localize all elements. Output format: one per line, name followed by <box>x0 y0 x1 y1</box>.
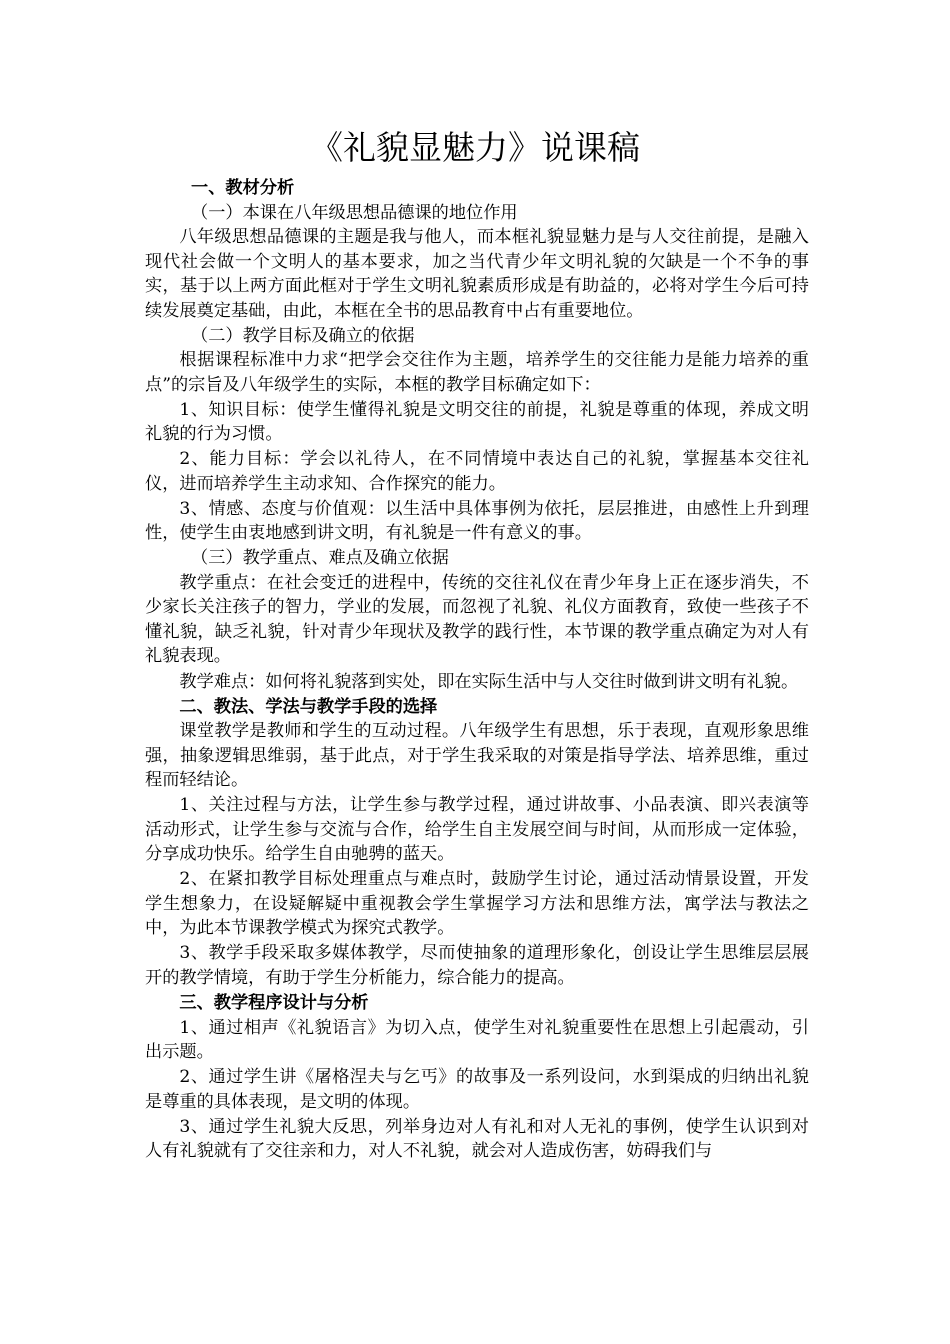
page-title: 《礼貌显魅力》说课稿 <box>310 128 640 167</box>
paragraph: 1、关注过程与方法，让学生参与教学过程，通过讲故事、小品表演、即兴表演等活动形式，让学生参与交流与合作，给学生自主发展空间与时间，从而形成一定体验，分享成功快乐。给学生自由驰骋的蓝天。 <box>145 795 809 865</box>
section-heading-3: 三、教学程序设计与分析 <box>179 993 369 1014</box>
paragraph: 3、情感、态度与价值观：以生活中具体事例为依托，层层推进，由感性上升到理性，使学生由衷地感到讲文明，有礼貌是一件有意义的事。 <box>145 498 809 544</box>
paragraph: 课堂教学是教师和学生的互动过程。八年级学生有思想，乐于表现，直观形象思维强，抽象逻辑思维弱，基于此点，对于学生我采取的对策是指导学法、培养思维，重过程而轻结论。 <box>145 721 809 791</box>
paragraph: 1、知识目标：使学生懂得礼貌是文明交往的前提，礼貌是尊重的体现，养成文明礼貌的行为习惯。 <box>145 399 809 445</box>
paragraph: 3、教学手段采取多媒体教学，尽而使抽象的道理形象化，创设让学生思维层层展开的教学情境，有助于学生分析能力，综合能力的提高。 <box>145 943 809 988</box>
paragraph: 八年级思想品德课的主题是我与他人，而本框礼貌显魅力是与人交往前提，是融入现代社会做一个文明人的基本要求，加之当代青少年文明礼貌的欠缺是一个不争的事实，基于以上两方面此框对于学生文明礼貌素质形成是有助益的，必将对学生今后可持续发展奠定基础，由此，本框在全书的思品教育中占有重要地位。 <box>145 227 809 321</box>
section-heading-1: 一、教材分析 <box>191 178 295 198</box>
paragraph: 1、通过相声《礼貌语言》为切入点，使学生对礼貌重要性在思想上引起震动，引出示题。 <box>145 1017 809 1063</box>
paragraph: 2、在紧扣教学目标处理重点与难点时，鼓励学生讨论，通过活动情景设置，开发学生想象力，在设疑解疑中重视教会学生掌握学习方法和思维方法，寓学法与教法之中，为此本节课教学模式为探究式教学。 <box>145 869 809 939</box>
paragraph: 2、通过学生讲《屠格涅夫与乞丐》的故事及一系列设问，水到渠成的归纳出礼貌是尊重的具体表现，是文明的体现。 <box>145 1067 809 1112</box>
subheading-1-1: （一）本课在八年级思想品德课的地位作用 <box>191 202 518 223</box>
section-heading-2: 二、教法、学法与教学手段的选择 <box>179 696 438 717</box>
paragraph: 根据课程标准中力求“把学会交往作为主题，培养学生的交往能力是能力培养的重点”的宗旨及八年级学生的实际，本框的教学目标确定如下： <box>145 350 809 395</box>
paragraph: 3、通过学生礼貌大反思，列举身边对人有礼和对人无礼的事例，使学生认识到对人有礼貌就有了交往亲和力，对人不礼貌，就会对人造成伤害，妨碍我们与 <box>145 1116 809 1162</box>
paragraph: 教学难点：如何将礼貌落到实处，即在实际生活中与人交往时做到讲文明有礼貌。 <box>179 671 799 692</box>
paragraph: 教学重点：在社会变迁的进程中，传统的交往礼仪在青少年身上正在逐步消失，不少家长关注孩子的智力，学业的发展，而忽视了礼貌、礼仪方面教育，致使一些孩子不懂礼貌，缺乏礼貌，针对青少年现状及教学的践行性，本节课的教学重点确定为对人有礼貌表现。 <box>145 572 809 667</box>
subheading-1-3: （三）教学重点、难点及确立依据 <box>191 548 449 569</box>
paragraph: 2、能力目标：学会以礼待人，在不同情境中表达自己的礼貌，掌握基本交往礼仪，进而培养学生主动求知、合作探究的能力。 <box>145 449 809 494</box>
subheading-1-2: （二）教学目标及确立的依据 <box>191 325 415 346</box>
document-body <box>145 176 809 1164</box>
